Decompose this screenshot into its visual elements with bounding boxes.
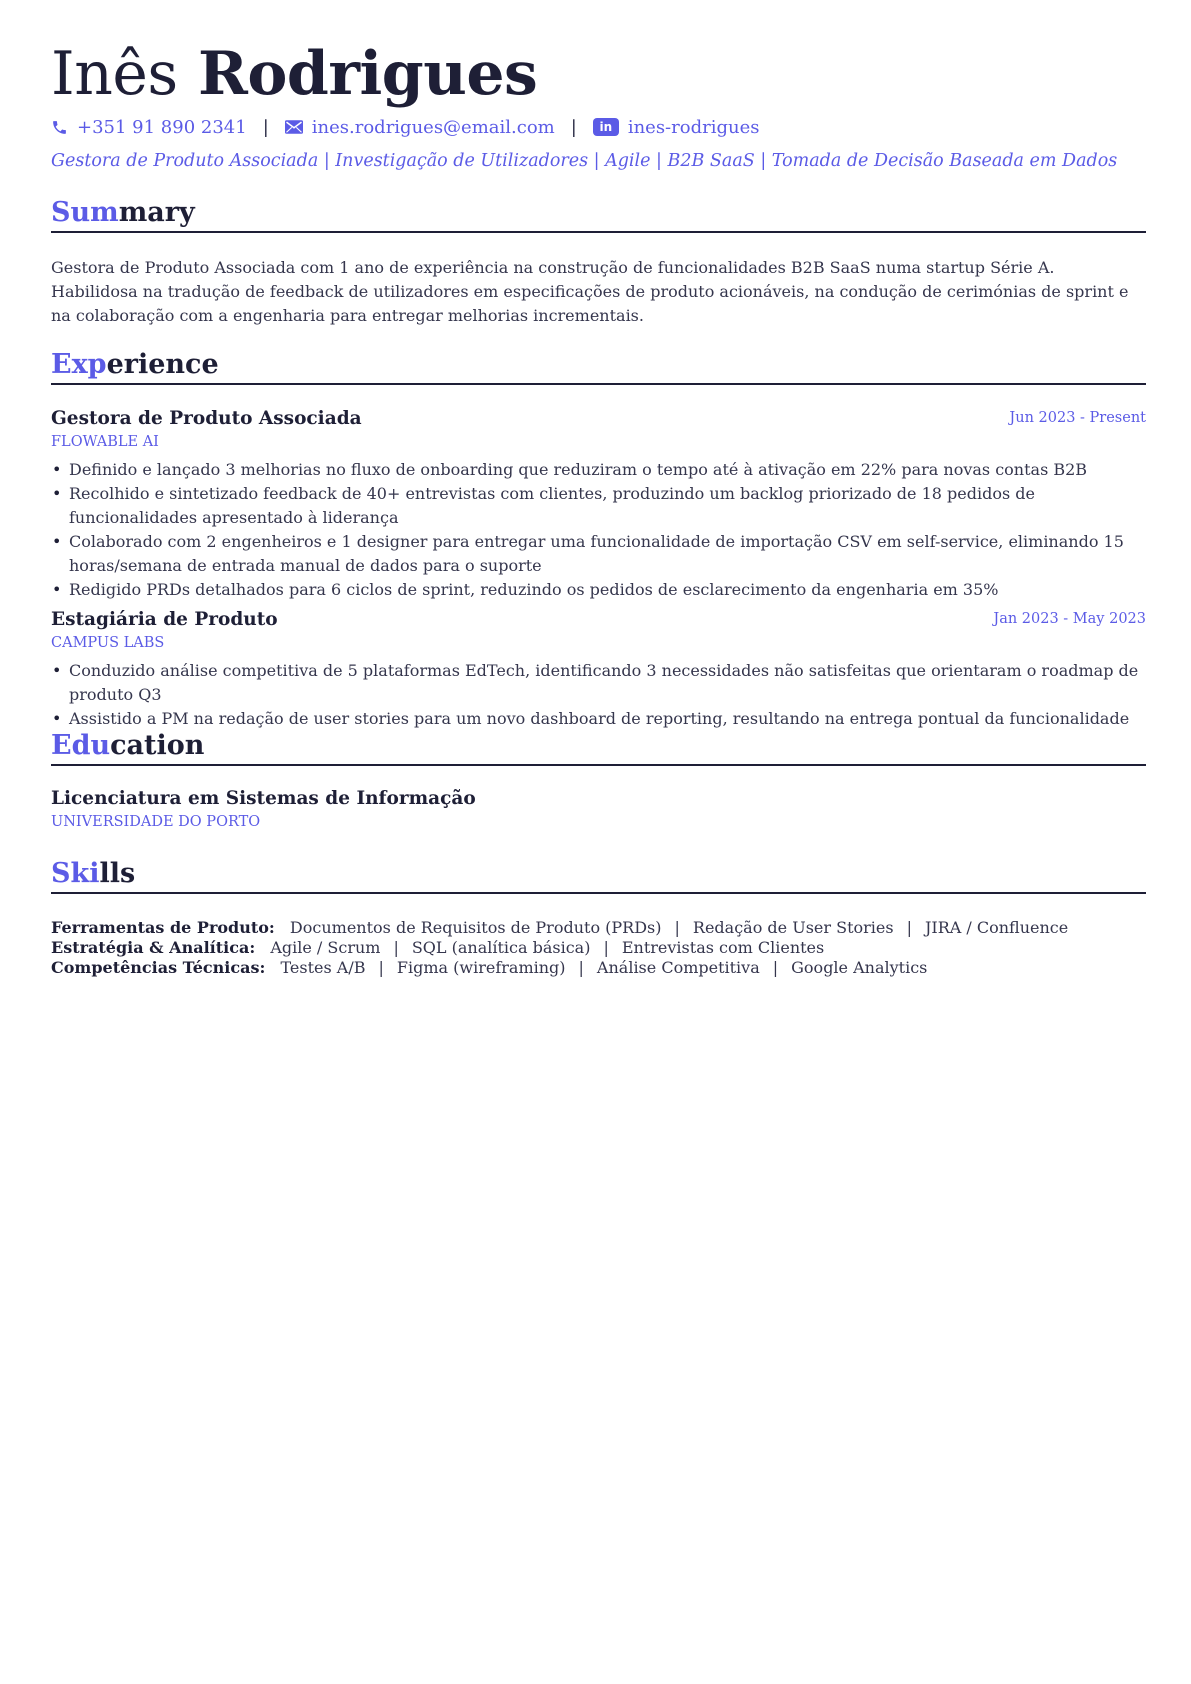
contact-linkedin[interactable] bbox=[593, 117, 760, 138]
skill-separator: | bbox=[378, 958, 384, 977]
company-name: FLOWABLE AI bbox=[51, 434, 159, 450]
job-title: Estagiária de Produto bbox=[51, 609, 278, 630]
skill-separator: | bbox=[772, 958, 779, 977]
phone-icon bbox=[51, 119, 68, 136]
email-text: ines.rodrigues@email.com bbox=[311, 116, 555, 138]
skill-item: Entrevistas com Clientes bbox=[621, 938, 825, 957]
skill-row bbox=[51, 918, 1146, 938]
job-dates: Jun 2023 - Present bbox=[1009, 410, 1146, 426]
skill-separator: | bbox=[603, 938, 609, 957]
company-name: CAMPUS LABS bbox=[51, 635, 165, 651]
contact-phone[interactable] bbox=[51, 117, 247, 138]
contact-separator: | bbox=[570, 116, 577, 138]
skill-separator: | bbox=[393, 938, 399, 957]
skill-category: Competências Técnicas: bbox=[51, 958, 266, 977]
first-name: Inês bbox=[51, 39, 178, 109]
linkedin-text: ines-rodrigues bbox=[627, 116, 760, 138]
contact-email[interactable] bbox=[285, 117, 555, 138]
bullet-item: • Assistido a PM na redação de user stories para um novo dashboard de reporting, resultando na entrega pontual da funcionalidade bbox=[51, 707, 1146, 731]
job-bullets bbox=[51, 458, 1146, 602]
skill-separator: | bbox=[906, 918, 912, 937]
skill-item: JIRA / Confluence bbox=[924, 918, 1069, 937]
job-dates: Jan 2023 - May 2023 bbox=[993, 611, 1146, 627]
section-title-education: Education bbox=[51, 730, 1146, 766]
skill-item: Figma (wireframing) bbox=[396, 958, 566, 977]
skills-list bbox=[51, 918, 1146, 978]
contact-bar bbox=[51, 113, 759, 141]
skill-category: Ferramentas de Produto: bbox=[51, 918, 275, 937]
linkedin-icon: in bbox=[593, 118, 619, 136]
section-title-skills: Skills bbox=[51, 858, 1146, 894]
contact-separator: | bbox=[262, 116, 269, 138]
job-bullets bbox=[51, 659, 1146, 731]
skill-item: Google Analytics bbox=[791, 958, 928, 977]
headline-tagline: Gestora de Produto Associada | Investigação de Utilizadores | Agile | B2B SaaS | Tomada de Decisão Baseada em Dados bbox=[51, 151, 1118, 171]
section-title-experience: Experience bbox=[51, 349, 1146, 385]
skill-row bbox=[51, 938, 1146, 958]
email-icon bbox=[285, 120, 303, 134]
skill-item: Agile / Scrum bbox=[270, 938, 381, 957]
summary-text: Gestora de Produto Associada com 1 ano de experiência na construção de funcionalidades B2B SaaS numa startup Série A. Habilidosa na tradução de feedback de utilizadores em especificações de produto acionáveis, na condução de cerimónias de sprint e na colaboração com a engenharia para entregar melhorias incrementais. bbox=[51, 258, 1129, 325]
bullet-item: • Conduzido análise competitiva de 5 plataformas EdTech, identificando 3 necessidades não satisfeitas que orientaram o roadmap de produto Q3 bbox=[51, 659, 1146, 707]
section-title-summary: Summary bbox=[51, 197, 1146, 233]
job-title: Gestora de Produto Associada bbox=[51, 408, 362, 429]
skill-item: Redação de User Stories bbox=[692, 918, 894, 937]
skill-item: Análise Competitiva bbox=[596, 958, 760, 977]
bullet-item: • Recolhido e sintetizado feedback de 40+ entrevistas com clientes, produzindo um backlog priorizado de 18 pedidos de funcionalidades apresentado à liderança bbox=[51, 482, 1146, 530]
candidate-name bbox=[51, 38, 537, 110]
bullet-item: • Definido e lançado 3 melhorias no fluxo de onboarding que reduziram o tempo até à ativação em 22% para novas contas B2B bbox=[51, 458, 1146, 482]
bullet-item: • Redigido PRDs detalhados para 6 ciclos de sprint, reduzindo os pedidos de esclarecimento da engenharia em 35% bbox=[51, 578, 1146, 602]
skill-item: SQL (analítica básica) bbox=[411, 938, 591, 957]
phone-text: +351 91 890 2341 bbox=[77, 116, 247, 138]
skill-row bbox=[51, 958, 1146, 978]
skill-separator: | bbox=[674, 918, 680, 937]
skill-item: Testes A/B bbox=[280, 958, 366, 977]
school-name: UNIVERSIDADE DO PORTO bbox=[51, 814, 261, 830]
skill-separator: | bbox=[578, 958, 584, 977]
skill-category: Estratégia & Analítica: bbox=[51, 938, 256, 957]
skill-item: Documentos de Requisitos de Produto (PRDs) bbox=[289, 918, 662, 937]
bullet-item: • Colaborado com 2 engenheiros e 1 designer para entregar uma funcionalidade de importação CSV em self-service, eliminando 15 horas/semana de entrada manual de dados para o suporte bbox=[51, 530, 1146, 578]
degree-title: Licenciatura em Sistemas de Informação bbox=[51, 788, 476, 809]
last-name: Rodrigues bbox=[198, 39, 538, 109]
